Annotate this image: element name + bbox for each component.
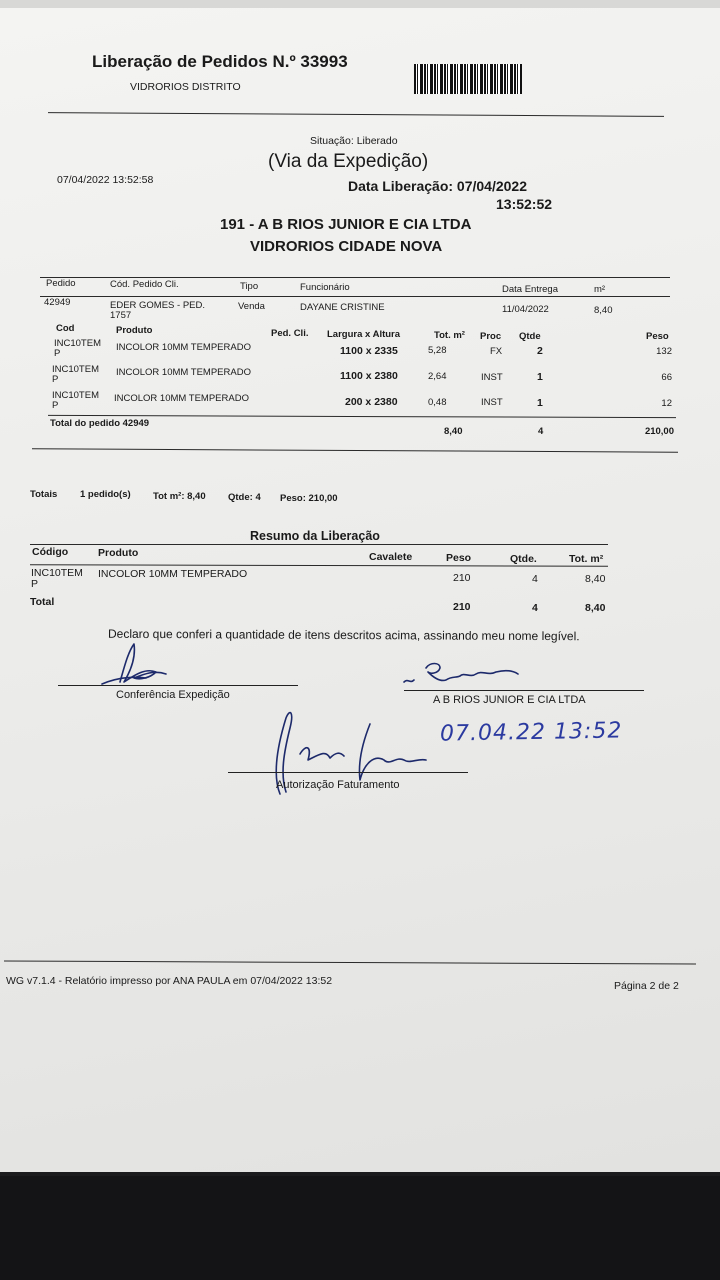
divider — [32, 448, 678, 452]
col-pedido: Pedido — [46, 278, 76, 289]
summary-product: INCOLOR 10MM TEMPERADO — [98, 568, 248, 580]
order-number: 42949 — [44, 297, 71, 308]
company-signature-label: A B RIOS JUNIOR E CIA LTDA — [433, 694, 586, 706]
order-total-peso: 210,00 — [644, 426, 674, 437]
item-peso: 132 — [656, 346, 672, 357]
item-product: INCOLOR 10MM TEMPERADO — [116, 342, 251, 353]
summary-col-produto: Produto — [98, 547, 139, 559]
order-type: Venda — [238, 301, 265, 312]
totals-qtde: Qtde: 4 — [228, 492, 261, 503]
underlying-page-edge — [0, 0, 720, 8]
order-total-m2: 8,40 — [444, 426, 463, 437]
item-dimensions: 1100 x 2380 — [340, 370, 398, 382]
page-number: Página 2 de 2 — [614, 980, 679, 992]
signature-company — [400, 658, 530, 690]
divider — [30, 544, 608, 545]
client-order-code-cont: 1757 — [110, 310, 132, 321]
items-col-tot: Tot. m² — [434, 330, 465, 341]
summary-tot: 8,40 — [585, 573, 606, 585]
item-product: INCOLOR 10MM TEMPERADO — [116, 367, 251, 378]
divider — [30, 564, 608, 567]
summary-qtde: 4 — [532, 573, 538, 585]
order-total-qtde: 4 — [538, 426, 544, 437]
client-name: 191 - A B RIOS JUNIOR E CIA LTDA — [220, 216, 472, 233]
totals-orders: 1 pedido(s) — [80, 489, 131, 500]
divider — [48, 112, 664, 117]
totals-weight: Peso: 210,00 — [280, 493, 338, 504]
summary-col-tot: Tot. m² — [569, 553, 604, 565]
item-proc: INST — [481, 397, 503, 408]
item-qtde: 1 — [537, 397, 543, 409]
summary-code-cont: P — [31, 578, 39, 590]
item-code-cont: P — [54, 348, 61, 359]
release-date: Data Liberação: 07/04/2022 — [348, 178, 527, 194]
declaration-text: Declaro que conferi a quantidade de itens descritos acima, assinando meu nome legível. — [107, 626, 580, 644]
delivery-date: 11/04/2022 — [502, 304, 549, 315]
company-name: VIDRORIOS DISTRITO — [130, 81, 241, 93]
summary-code: INC10TEM — [31, 567, 83, 579]
client-store: VIDRORIOS CIDADE NOVA — [250, 238, 443, 255]
item-code-cont: P — [52, 374, 59, 385]
summary-total-weight: 210 — [453, 601, 471, 613]
printed-timestamp: 07/04/2022 13:52:58 — [57, 174, 154, 186]
release-time: 13:52:52 — [496, 196, 553, 212]
summary-col-qtde: Qtde. — [510, 553, 537, 565]
item-product: INCOLOR 10MM TEMPERADO — [114, 393, 249, 404]
summary-col-cavalete: Cavalete — [369, 551, 413, 563]
items-col-qtde: Qtde — [519, 331, 541, 342]
footer-printed-by: WG v7.1.4 - Relatório impresso por ANA PAULA em 07/04/2022 13:52 — [6, 975, 333, 987]
client-order-code: EDER GOMES - PED. — [110, 300, 206, 311]
signature-line — [404, 690, 644, 691]
item-tot-m2: 5,28 — [428, 345, 447, 356]
summary-weight: 210 — [453, 572, 471, 584]
item-code: INC10TEM — [54, 338, 101, 349]
item-peso: 66 — [661, 372, 672, 383]
divider — [40, 296, 670, 297]
items-col-proc: Proc — [480, 331, 502, 342]
items-col-produto: Produto — [116, 325, 153, 336]
situation: Situação: Liberado — [310, 135, 398, 147]
item-qtde: 1 — [537, 371, 543, 383]
background-surface — [0, 1176, 720, 1280]
item-proc: INST — [481, 372, 503, 383]
item-proc: FX — [490, 346, 503, 357]
item-qtde: 2 — [537, 345, 543, 357]
items-col-ped-cli: Ped. Cli. — [271, 328, 309, 339]
item-dimensions: 1100 x 2335 — [340, 345, 398, 357]
col-cod-cli: Cód. Pedido Cli. — [110, 279, 179, 290]
signature-line — [228, 772, 468, 773]
items-col-cod: Cod — [56, 323, 75, 334]
item-peso: 12 — [661, 398, 672, 409]
item-code: INC10TEM — [52, 364, 99, 375]
barcode — [414, 64, 522, 94]
summary-total-tot: 8,40 — [585, 602, 606, 614]
col-funcionario: Funcionário — [300, 282, 350, 293]
items-col-dims: Largura x Altura — [327, 329, 401, 340]
handwritten-date: 07.04.22 13:52 — [439, 718, 623, 747]
summary-col-codigo: Código — [32, 546, 69, 558]
conferencia-label: Conferência Expedição — [116, 689, 230, 701]
summary-col-peso: Peso — [446, 552, 472, 564]
col-data-entrega: Data Entrega — [502, 284, 558, 295]
items-col-peso: Peso — [646, 331, 669, 342]
summary-title: Resumo da Liberação — [250, 529, 380, 543]
summary-total-qtde: 4 — [532, 602, 538, 614]
totals-m2: Tot m²: 8,40 — [153, 491, 206, 502]
item-code-cont: P — [52, 400, 59, 411]
document-title: Liberação de Pedidos N.º 33993 — [92, 52, 348, 71]
footer-divider — [4, 960, 696, 964]
item-tot-m2: 2,64 — [428, 371, 447, 382]
item-tot-m2: 0,48 — [428, 397, 447, 408]
autorizacao-label: Autorização Faturamento — [276, 779, 400, 791]
summary-total-label: Total — [30, 596, 55, 608]
order-m2: 8,40 — [594, 305, 613, 316]
col-m2: m² — [594, 284, 606, 295]
col-tipo: Tipo — [240, 281, 259, 292]
order-total-label: Total do pedido 42949 — [50, 418, 150, 429]
employee: DAYANE CRISTINE — [300, 302, 385, 313]
divider — [40, 277, 670, 278]
totals-label: Totais — [30, 489, 58, 500]
item-dimensions: 200 x 2380 — [345, 396, 398, 408]
via-label: (Via da Expedição) — [268, 151, 429, 172]
item-code: INC10TEM — [52, 390, 99, 401]
signature-line — [58, 685, 298, 686]
